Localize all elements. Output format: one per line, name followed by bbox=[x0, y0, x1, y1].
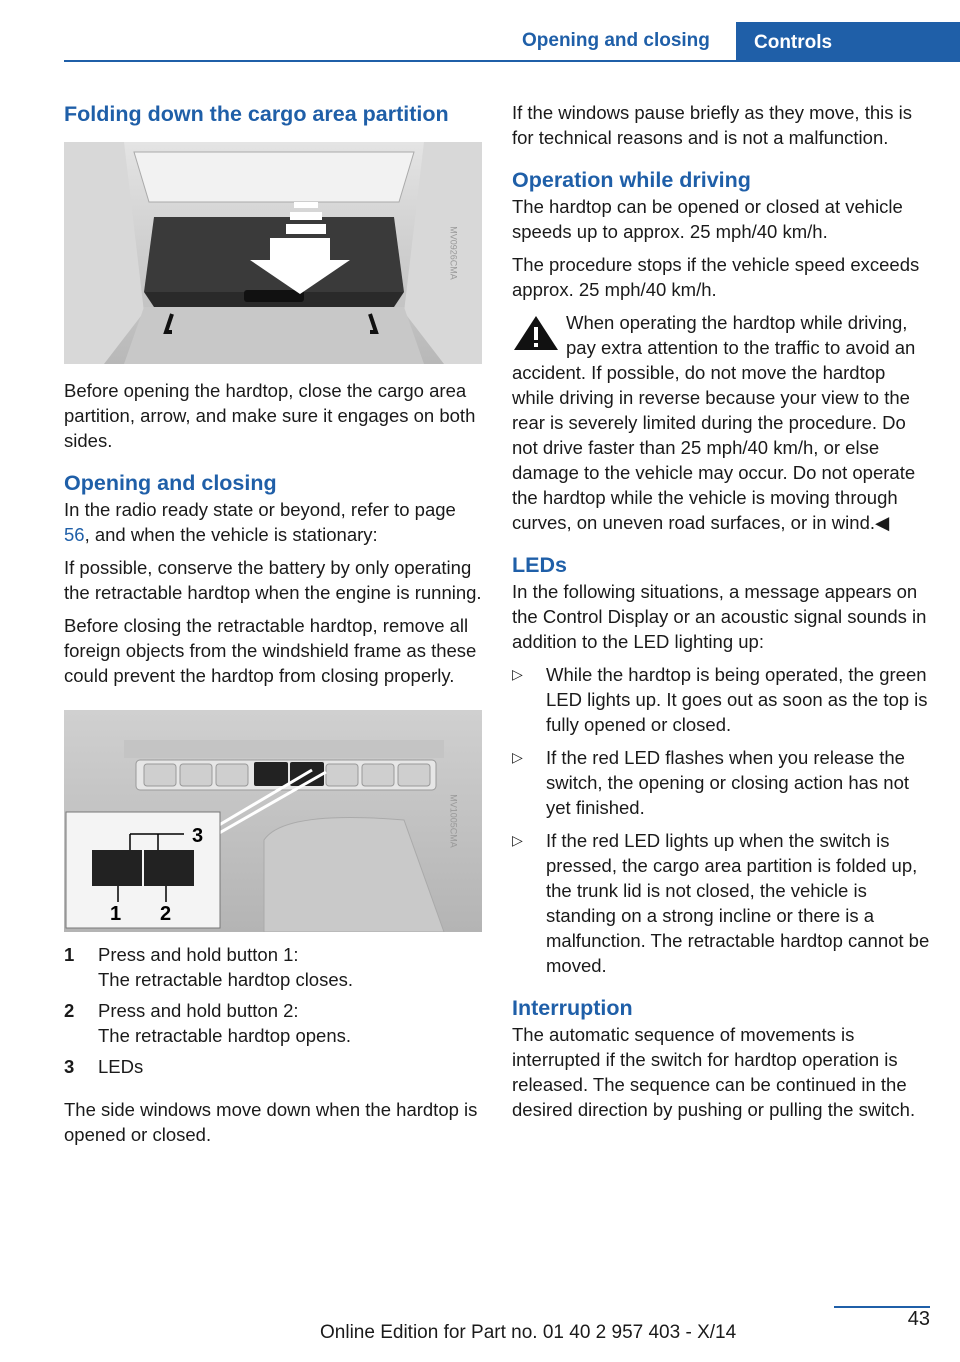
page-link[interactable]: 56 bbox=[64, 524, 85, 545]
para-side-windows: The side windows move down when the hardtop is opened or closed. bbox=[64, 1099, 478, 1145]
heading-operation-while-driving: Operation while driving bbox=[512, 168, 751, 192]
numbered-list bbox=[64, 942, 484, 1079]
list-item: ▷ If the red LED lights up when the switch is pressed, the cargo area partition is folded up, the trunk lid is not closed, the vehicle is standing on a strong incline or there is a malfunction. The retractable hardtop cannot be moved. bbox=[512, 830, 930, 976]
left-column bbox=[64, 100, 484, 1155]
cargo-partition-figure bbox=[64, 142, 482, 364]
list-item: 2 Press and hold button 2: bbox=[64, 1000, 299, 1021]
warning-text: When operating the hardtop while driving, pay extra attention to the traffic to avoid an accident. If possible, do not move the hardtop while driving in reverse because your view to the rear is severely limited during the procedure. Do not drive faster than 25 mph/40 km/h, or else damage to the vehicle may occur. Do not operate the hardtop while the vehicle is moving through curves, on uneven road surfaces, or in wind.◀ bbox=[512, 312, 916, 533]
triangle-bullet-icon: ▷ bbox=[512, 666, 523, 682]
heading-leds: LEDs bbox=[512, 553, 567, 577]
heading-folding: Folding down the cargo area partition bbox=[64, 102, 449, 126]
triangle-bullet-icon: ▷ bbox=[512, 832, 523, 848]
header-chapter-tab: Controls bbox=[736, 22, 960, 62]
footer-edition: Online Edition for Part no. 01 40 2 957 403 - X/14 bbox=[320, 1322, 737, 1343]
para-radio-ready: In the radio ready state or beyond, refer to page 56, and when the vehicle is stationary: bbox=[64, 499, 456, 545]
callout-1: 1 bbox=[110, 903, 122, 925]
para-before-opening: Before opening the hardtop, close the cargo area partition, arrow, and make sure it engages on both sides. bbox=[64, 380, 476, 451]
para-conserve-battery: If possible, conserve the battery by only operating the retractable hardtop when the engine is running. bbox=[64, 557, 482, 603]
list-item-sub: The retractable hardtop closes. bbox=[98, 969, 354, 990]
list-item: ▷ While the hardtop is being operated, the green LED lights up. It goes out as soon as the top is fully opened or closed. bbox=[512, 664, 928, 735]
para-hardtop-speed: The hardtop can be opened or closed at vehicle speeds up to approx. 25 mph/40 km/h. bbox=[512, 196, 903, 242]
callout-2: 2 bbox=[160, 903, 172, 925]
list-item: 1 Press and hold button 1: bbox=[64, 944, 299, 965]
list-item: 3 LEDs bbox=[64, 1056, 144, 1077]
heading-opening-closing: Opening and closing bbox=[64, 471, 277, 495]
list-item: ▷ If the red LED flashes when you release the switch, the opening or closing action has not yet finished. bbox=[512, 747, 910, 818]
list-item-sub: The retractable hardtop opens. bbox=[98, 1025, 351, 1046]
para-before-closing: Before closing the retractable hardtop, remove all foreign objects from the windshield frame as these could prevent the hardtop from closing properly. bbox=[64, 615, 477, 686]
cargo-partition-illustration bbox=[64, 142, 482, 364]
para-windows-pause: If the windows pause briefly as they move, this is for technical reasons and is not a malfunction. bbox=[512, 102, 912, 148]
para-procedure-stops: The procedure stops if the vehicle speed exceeds approx. 25 mph/40 km/h. bbox=[512, 254, 920, 300]
page-number: 43 bbox=[907, 1308, 930, 1330]
heading-interruption: Interruption bbox=[512, 996, 633, 1020]
figure-code: MV0926CMA bbox=[448, 226, 459, 280]
triangle-bullet-icon: ▷ bbox=[512, 749, 523, 765]
right-column bbox=[512, 100, 930, 1130]
hardtop-switch-figure bbox=[64, 710, 482, 932]
figure-code: MV1005CMA bbox=[448, 794, 459, 848]
warning-block bbox=[512, 310, 930, 535]
bullet-list bbox=[512, 662, 930, 978]
warning-icon bbox=[512, 314, 560, 352]
callout-3: 3 bbox=[192, 825, 204, 847]
header-section-title: Opening and closing bbox=[522, 30, 710, 51]
hardtop-switch-illustration bbox=[64, 710, 482, 932]
para-leds: In the following situations, a message appears on the Control Display or an acoustic signal sounds in addition to the LED lighting up: bbox=[512, 581, 927, 652]
para-interruption: The automatic sequence of movements is interrupted if the switch for hardtop operation is released. The sequence can be continued in the desired direction by pushing or pulling the switch. bbox=[512, 1024, 916, 1120]
header-rule bbox=[64, 60, 960, 62]
